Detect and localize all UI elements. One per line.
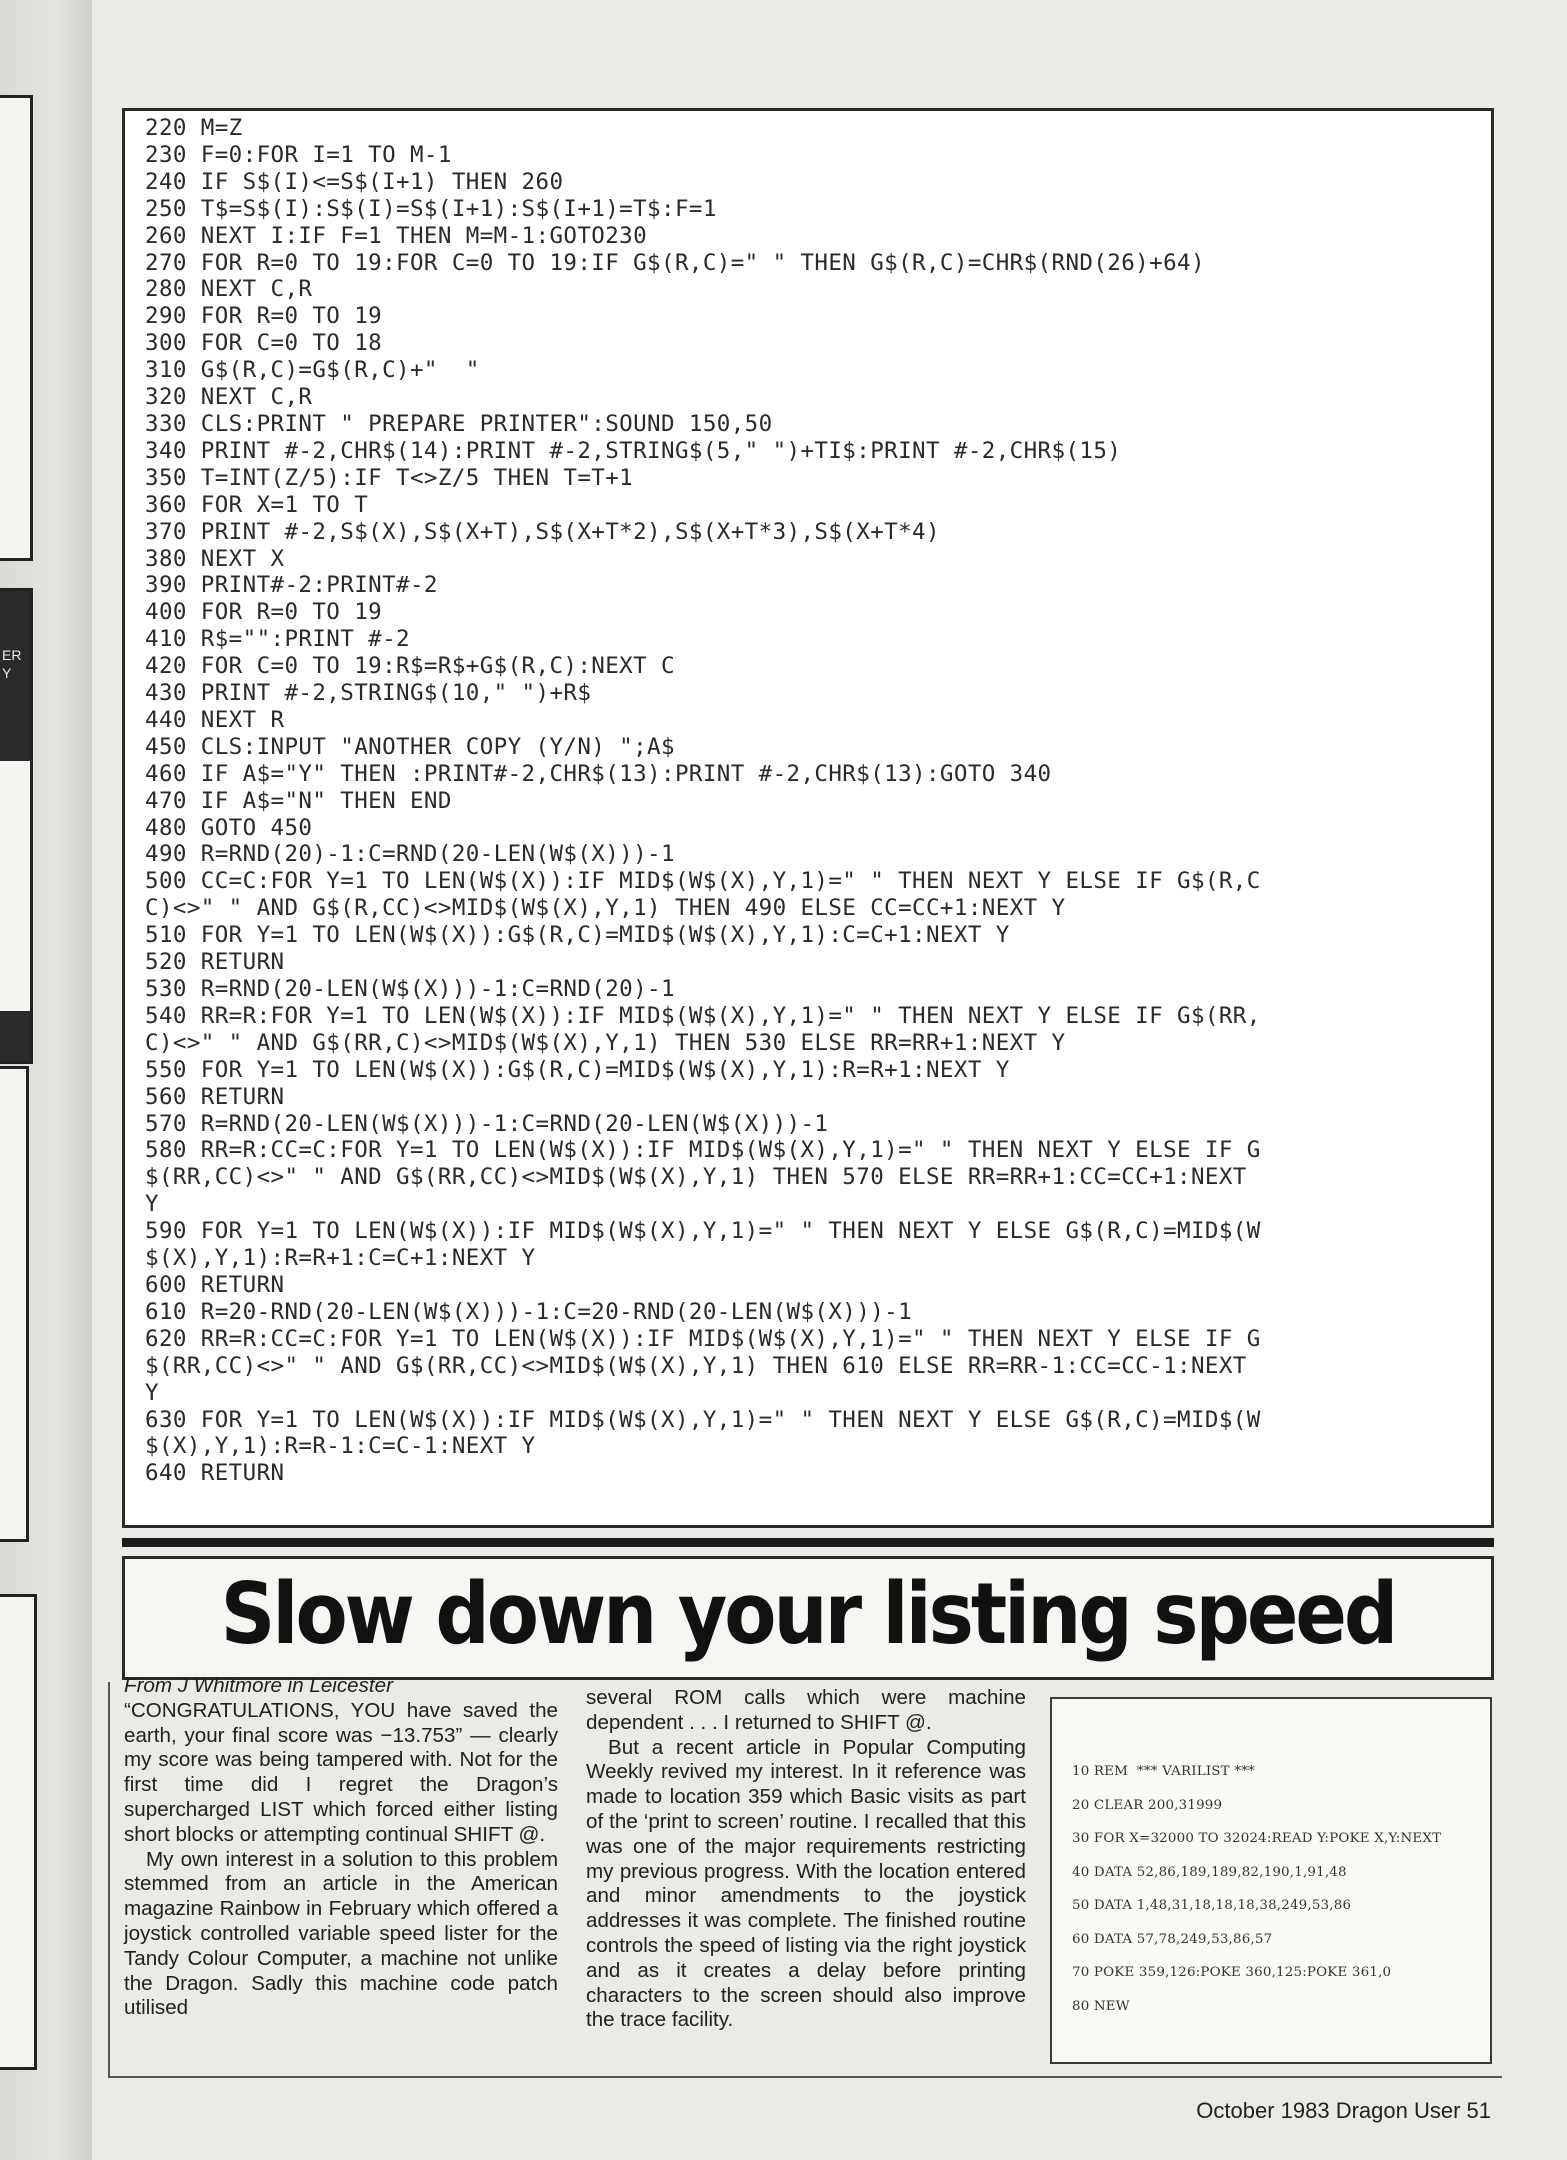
listing-line: 480 GOTO 450 bbox=[145, 814, 313, 841]
previous-page-gutter bbox=[0, 0, 92, 2160]
listing-line: $(RR,CC)<>" " AND G$(RR,CC)<>MID$(W$(X),Y,1) THEN 610 ELSE RR=RR-1:CC=CC-1:NEXT bbox=[145, 1352, 1247, 1379]
listing-line: 540 RR=R:FOR Y=1 TO LEN(W$(X)):IF MID$(W$(X),Y,1)=" " THEN NEXT Y ELSE IF G$(RR, bbox=[145, 1002, 1261, 1029]
listing-line: Y bbox=[145, 1191, 159, 1218]
listing-line: 300 FOR C=0 TO 18 bbox=[145, 330, 383, 357]
listing-line: 470 IF A$="N" THEN END bbox=[145, 787, 452, 814]
listing-line: 530 R=RND(20-LEN(W$(X)))-1:C=RND(20)-1 bbox=[145, 976, 675, 1002]
varilist-line: 40 DATA 52,86,189,189,82,190,1,91,48 bbox=[1072, 1864, 1347, 1880]
varilist-line: 30 FOR X=32000 TO 32024:READ Y:POKE X,Y:NEXT bbox=[1072, 1831, 1442, 1846]
listing-line: 630 FOR Y=1 TO LEN(W$(X)):IF MID$(W$(X),Y,1)=" " THEN NEXT Y ELSE G$(R,C)=MID$(W bbox=[145, 1406, 1261, 1433]
varilist-line: 50 DATA 1,48,31,18,18,18,38,249,53,86 bbox=[1072, 1898, 1352, 1913]
listing-line: 260 NEXT I:IF F=1 THEN M=M-1:GOTO230 bbox=[145, 222, 648, 249]
gutter-fragment-2: Y bbox=[2, 665, 12, 681]
listing-line: 500 CC=C:FOR Y=1 TO LEN(W$(X)):IF MID$(W$(X),Y,1)=" " THEN NEXT Y ELSE IF G$(R,C bbox=[145, 868, 1261, 895]
listing-line: 220 M=Z bbox=[145, 115, 243, 141]
listing-line: 570 R=RND(20-LEN(W$(X)))-1:C=RND(20-LEN(W$(X)))-1 bbox=[145, 1110, 829, 1137]
listing-line: 440 NEXT R bbox=[145, 706, 285, 733]
varilist-line: 60 DATA 57,78,249,53,86,57 bbox=[1072, 1931, 1273, 1947]
listing-line: 270 FOR R=0 TO 19:FOR C=0 TO 19:IF G$(R,C)=" " THEN G$(R,C)=CHR$(RND(26)+64) bbox=[145, 249, 1205, 276]
listing-line: 640 RETURN bbox=[145, 1460, 285, 1487]
listing-line: Y bbox=[145, 1379, 159, 1406]
varilist-line: 20 CLEAR 200,31999 bbox=[1072, 1797, 1223, 1813]
listing-line: 420 FOR C=0 TO 19:R$=R$+G$(R,C):NEXT C bbox=[145, 653, 675, 680]
listing-line: 520 RETURN bbox=[145, 949, 285, 976]
listing-line: 240 IF S$(I)<=S$(I+1) THEN 260 bbox=[145, 168, 564, 195]
listing-line: C)<>" " AND G$(RR,C)<>MID$(W$(X),Y,1) THEN 530 ELSE RR=RR+1:NEXT Y bbox=[145, 1029, 1066, 1056]
article-paragraph-2: My own interest in a solution to this problem stemmed from an article in the American magazine Rainbow in February which offered a joystick controlled variable speed lister for the Tandy Colour Computer, a machine not unlike the Dragon. Sadly this machine code patch utilised bbox=[124, 1847, 558, 2020]
gutter-box-dashed bbox=[0, 1066, 29, 1542]
listing-line: 610 R=20-RND(20-LEN(W$(X)))-1:C=20-RND(20-LEN(W$(X)))-1 bbox=[145, 1298, 913, 1325]
listing-line: 600 RETURN bbox=[145, 1271, 285, 1298]
listing-line: 450 CLS:INPUT "ANOTHER COPY (Y/N) ";A$ bbox=[145, 733, 675, 760]
listing-line: $(X),Y,1):R=R+1:C=C+1:NEXT Y bbox=[145, 1245, 536, 1272]
listing-line: 290 FOR R=0 TO 19 bbox=[145, 303, 383, 330]
listing-line: 580 RR=R:CC=C:FOR Y=1 TO LEN(W$(X)):IF MID$(W$(X),Y,1)=" " THEN NEXT Y ELSE IF G bbox=[145, 1137, 1261, 1164]
listing-line: 320 NEXT C,R bbox=[145, 384, 313, 411]
listing-line: 360 FOR X=1 TO T bbox=[145, 491, 369, 518]
article-paragraph-1: “CONGRATULATIONS, YOU have saved the earth, your final score was −13.753” — clearly my score was being tampered with. Not for the first time did I regret the Dragon’s supercharged LIST which forced either listing short blocks or attempting continual SHIFT @. bbox=[124, 1698, 558, 1846]
listing-line: 550 FOR Y=1 TO LEN(W$(X)):G$(R,C)=MID$(W$(X),Y,1):R=R+1:NEXT Y bbox=[145, 1056, 1010, 1083]
listing-line: 400 FOR R=0 TO 19 bbox=[145, 599, 383, 626]
article-paragraph-3: several ROM calls which were machine dependent . . . I returned to SHIFT @. bbox=[586, 1686, 1026, 1734]
listing-line: 330 CLS:PRINT " PREPARE PRINTER":SOUND 150,50 bbox=[145, 410, 773, 437]
gutter-fragment-1: ER bbox=[2, 647, 22, 663]
program-listing bbox=[145, 115, 1494, 1487]
varilist-line: 70 POKE 359,126:POKE 360,125:POKE 361,0 bbox=[1072, 1965, 1392, 1980]
gutter-box-top bbox=[0, 95, 33, 561]
article-column-1 bbox=[124, 1674, 558, 2021]
listing-line: $(X),Y,1):R=R-1:C=C-1:NEXT Y bbox=[145, 1433, 536, 1460]
listing-line: 390 PRINT#-2:PRINT#-2 bbox=[145, 572, 438, 599]
gutter-box-middle bbox=[0, 588, 33, 1064]
gutter-box-bottom bbox=[0, 1594, 37, 2070]
varilist-line: 80 NEW bbox=[1072, 1998, 1130, 2014]
article-paragraph-4: But a recent article in Popular Computing Weekly revived my interest. In it reference was made to location 359 which Basic visits as part of the ‘print to screen’ routine. I recalled that this was one of the major requirements restricting my previous progress. With the location entered and minor amendments to the joystick addresses it was complete. The finished routine controls the speed of listing via the right joystick and as it creates a delay before printing characters to the screen should also improve the trace facility. bbox=[586, 1735, 1026, 2032]
listing-line: 350 T=INT(Z/5):IF T<>Z/5 THEN T=T+1 bbox=[145, 464, 634, 491]
listing-line: 310 G$(R,C)=G$(R,C)+" " bbox=[145, 357, 480, 384]
listing-line: 370 PRINT #-2,S$(X),S$(X+T),S$(X+T*2),S$(X+T*3),S$(X+T*4) bbox=[145, 518, 940, 545]
headline-box bbox=[122, 1556, 1494, 1680]
listing-line: 410 R$="":PRINT #-2 bbox=[145, 626, 410, 653]
listing-line: 280 NEXT C,R bbox=[145, 276, 313, 303]
varilist-listing-box bbox=[1050, 1697, 1492, 2064]
article-headline: Slow down your listing speed bbox=[220, 1563, 1396, 1664]
gutter-dark-block-bottom bbox=[0, 1011, 30, 1061]
listing-line: 490 R=RND(20)-1:C=RND(20-LEN(W$(X)))-1 bbox=[145, 841, 675, 868]
listing-line: 340 PRINT #-2,CHR$(14):PRINT #-2,STRING$(5," ")+TI$:PRINT #-2,CHR$(15) bbox=[145, 437, 1122, 464]
listing-line: 560 RETURN bbox=[145, 1083, 285, 1110]
listing-line: 620 RR=R:CC=C:FOR Y=1 TO LEN(W$(X)):IF MID$(W$(X),Y,1)=" " THEN NEXT Y ELSE IF G bbox=[145, 1325, 1261, 1352]
listing-line: 590 FOR Y=1 TO LEN(W$(X)):IF MID$(W$(X),Y,1)=" " THEN NEXT Y ELSE G$(R,C)=MID$(W bbox=[145, 1218, 1261, 1245]
listing-line: C)<>" " AND G$(R,CC)<>MID$(W$(X),Y,1) THEN 490 ELSE CC=CC+1:NEXT Y bbox=[145, 895, 1066, 922]
listing-line: 230 F=0:FOR I=1 TO M-1 bbox=[145, 141, 452, 168]
listing-line: 250 T$=S$(I):S$(I)=S$(I+1):S$(I+1)=T$:F=1 bbox=[145, 195, 717, 222]
listing-line: 510 FOR Y=1 TO LEN(W$(X)):G$(R,C)=MID$(W$(X),Y,1):C=C+1:NEXT Y bbox=[145, 922, 1010, 949]
varilist-line: 10 REM *** VARILIST *** bbox=[1072, 1764, 1255, 1779]
listing-line: 430 PRINT #-2,STRING$(10," ")+R$ bbox=[145, 680, 592, 707]
article-column-2 bbox=[586, 1686, 1026, 2033]
page-footer: October 1983 Dragon User 51 bbox=[1196, 2098, 1491, 2123]
listing-line: $(RR,CC)<>" " AND G$(RR,CC)<>MID$(W$(X),Y,1) THEN 570 ELSE RR=RR+1:CC=CC+1:NEXT bbox=[145, 1164, 1247, 1191]
listing-line: 460 IF A$="Y" THEN :PRINT#-2,CHR$(13):PRINT #-2,CHR$(13):GOTO 340 bbox=[145, 760, 1052, 787]
listing-line: 380 NEXT X bbox=[145, 545, 285, 572]
heavy-rule bbox=[122, 1538, 1494, 1547]
article-byline: From J Whitmore in Leicester bbox=[124, 1674, 393, 1697]
gutter-dark-block bbox=[0, 591, 30, 761]
program-listing-box bbox=[122, 108, 1494, 1528]
